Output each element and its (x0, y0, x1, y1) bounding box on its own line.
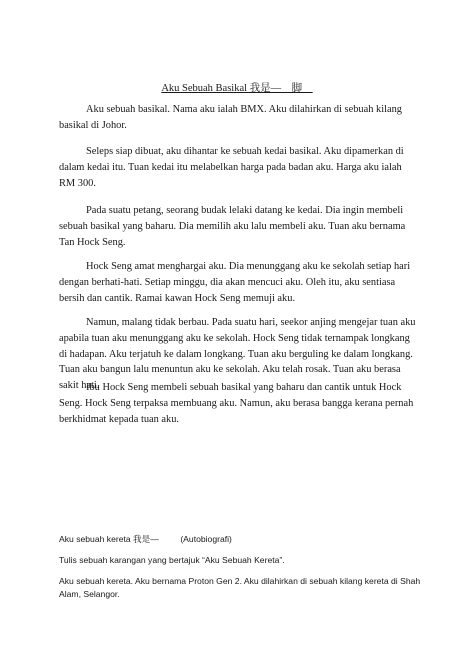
exercise-sample-text: Aku sebuah kereta. Aku bernama Proton Gen 2. Aku dilahirkan di sebuah kilang kereta di Shah Alam, Selangor. (59, 576, 421, 599)
essay-paragraph-5: Namun, malang tidak berbau. Pada suatu hari, seekor anjing mengejar tuan aku apabila tuan aku menunggang aku ke sekolah. Hock Seng tidak ternampak longkang di hadapan. Aku terjatuh ke dalam longkang. Tuan aku berguling ke dalam longkang. Tuan aku bangun lalu menuntun aku ke sekolah. Aku telah rosak. Tuan aku berasa sakit hati. (59, 317, 416, 392)
essay-paragraph-2: Seleps siap dibuat, aku dihantar ke sebuah kedai basikal. Aku dipamerkan di dalam kedai itu. Tuan kedai itu melabelkan harga pada badan aku. Harga aku ialah RM 300. (59, 146, 404, 189)
essay-paragraph-3: Pada suatu petang, seorang budak lelaki datang ke kedai. Dia ingin membeli sebuah basikal yang baharu. Dia memilih aku lalu membeli aku. Tuan aku bernama Tan Hock Seng. (59, 205, 406, 248)
essay-paragraph-1: Aku sebuah basikal. Nama aku ialah BMX. Aku dilahirkan di sebuah kilang basikal di Johor. (59, 104, 402, 131)
essay-paragraph-6: Ibu Hock Seng membeli sebuah basikal yang baharu dan cantik untuk Hock Seng. Hock Seng terpaksa membuang aku. Namun, aku berasa bangga kerana pernah berkhidmat kepada tuan aku. (59, 382, 414, 425)
exercise-instruction: Tulis sebuah karangan yang bertajuk “Aku Sebuah Kereta”. (59, 555, 285, 565)
essay-title: Aku Sebuah Basikal 我是— 脚 (161, 83, 313, 94)
essay-paragraph-4: Hock Seng amat menghargai aku. Dia menunggang aku ke sekolah setiap hari dengan berhati-hati. Setiap minggu, dia akan mencuci aku. Oleh itu, aku sentiasa bersih dan cantik. Ramai kawan Hock Seng memuji aku. (59, 261, 411, 304)
exercise-heading: Aku sebuah kereta 我是— (Autobiografi) (59, 534, 232, 544)
